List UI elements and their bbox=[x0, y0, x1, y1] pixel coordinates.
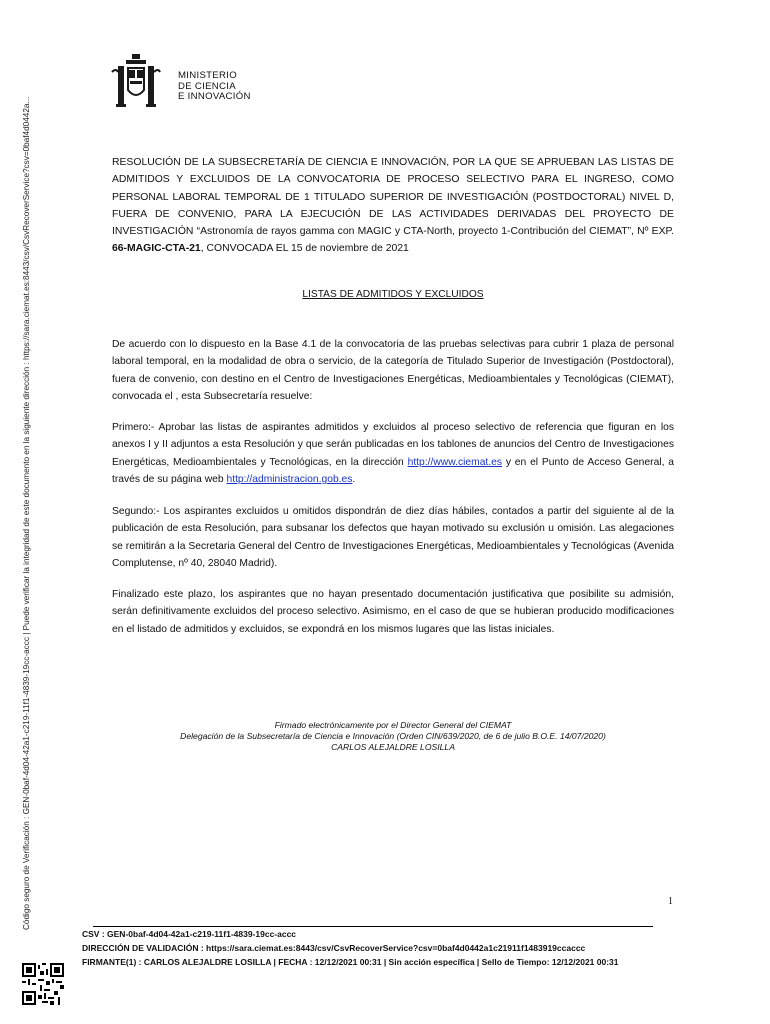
paragraph-intro: De acuerdo con lo dispuesto en la Base 4.1 de la convocatoria de las pruebas selectivas para cubrir 1 plaza de personal laboral temporal, en la modalidad de obra o servicio, de la categoría de Titulado Superior de Investigación (Postdoctoral), fuera de convenio, con destino en el Centro de Investigaciones Energéticas, Medioambientales y Tecnológicas (CIEMAT), convocada el , esta Subsecretaría resuelve: bbox=[112, 339, 674, 402]
ministry-line: E INNOVACIÓN bbox=[178, 91, 251, 102]
resolution-title bbox=[112, 154, 674, 258]
ministry-line: DE CIENCIA bbox=[178, 80, 236, 92]
footer-validation-url: DIRECCIÓN DE VALIDACIÓN : https://sara.ciemat.es:8443/csv/CsvRecoverService?csv=0baf4d0442a1c21911f1483919ccaccc bbox=[82, 943, 586, 953]
footer-csv: CSV : GEN-0baf-4d04-42a1-c219-11f1-4839-19cc-accc bbox=[82, 929, 297, 939]
paragraph-segundo: Segundo:- Los aspirantes excluidos u omitidos dispondrán de diez días hábiles, contados a partir del siguiente al de la publicación de esta Resolución, para subsanar los defectos que hayan motivado su exclusión u omisión. Las alegaciones se remitirán a la Secretaria General del Centro de Investigaciones Energéticas, Medioambientales y Tecnológicas (Avenida Complutense, nº 40, 28040 Madrid). bbox=[112, 506, 674, 569]
title-text: RESOLUCIÓN DE LA SUBSECRETARÍA DE CIENCIA E INNOVACIÓN, POR LA QUE SE APRUEBAN LAS LISTAS DE ADMITIDOS Y EXCLUIDOS DE LA CONVOCATORIA DE PROCESO SELECTIVO PARA EL INGRESO, COMO PERSONAL LABORAL TEMPORAL DE 1 TITULADO SUPERIOR DE INVESTIGACIÓN (POSTDOCTORAL) NIVEL D, FUERA DE CONVENIO, PARA LA EJECUCIÓN DE LAS ACTIVIDADES DERIVADAS DEL PROYECTO DE INVESTIGACIÓN “Astronomía de rayos gamma con MAGIC y CTA-North, proyecto 1-Contribución del CIEMAT”, Nº EXP. bbox=[112, 157, 674, 238]
primero-middle: y en el Punto de Acceso General, a través de su página web bbox=[112, 456, 674, 485]
qr-code-icon bbox=[22, 963, 64, 1005]
signature-line-2: Delegación de la Subsecretaría de Ciencia e Innovación (Orden CIN/639/2020, de 6 de julio B.O.E. 14/07/2020) bbox=[180, 731, 606, 741]
verification-sidebar-text: Código seguro de Verificación : GEN-0baf-4d04-42a1-c219-11f1-4839-19cc-accc | Puede verificar la integridad de este documento en la siguiente dirección : https://sara.ciemat.es:8443/csv/CsvRecoverService?csv=0baf4d0442a... bbox=[22, 96, 31, 930]
paragraph-primero bbox=[112, 419, 674, 488]
ministry-line: MINISTERIO bbox=[178, 70, 237, 81]
signature-line-1: Firmado electrónicamente por el Director General del CIEMAT bbox=[274, 720, 512, 730]
footer-signer: FIRMANTE(1) : CARLOS ALEJALDRE LOSILLA | FECHA : 12/12/2021 00:31 | Sin acción específica | Sello de Tiempo: 12/12/2021 00:31 bbox=[82, 957, 619, 967]
administracion-link[interactable]: http://administracion.gob.es bbox=[226, 473, 353, 485]
signature-block bbox=[112, 720, 674, 753]
primero-end: . bbox=[352, 473, 356, 485]
ciemat-link[interactable]: http://www.ciemat.es bbox=[407, 456, 503, 468]
primero-text: Primero:- Aprobar las listas de aspirantes admitidos y excluidos al proceso selectivo de referencia que figuran en los anexos I y II adjuntos a esta Resolución y que serán publicadas en los tablones de anuncios del Centro de Investigaciones Energéticas, Medioambientales y Tecnológicas, en la dirección bbox=[112, 422, 674, 468]
ministry-name bbox=[178, 71, 251, 103]
section-heading: LISTAS DE ADMITIDOS Y EXCLUIDOS bbox=[302, 289, 484, 300]
title-date: , CONVOCADA EL 15 de noviembre de 2021 bbox=[200, 243, 409, 255]
page-number: 1 bbox=[668, 896, 673, 907]
expedient-code: 66-MAGIC-CTA-21 bbox=[112, 243, 201, 255]
signer-name: CARLOS ALEJALDRE LOSILLA bbox=[331, 742, 455, 752]
footer-divider bbox=[93, 926, 653, 927]
paragraph-finalizado: Finalizado este plazo, los aspirantes que no hayan presentado documentación justificativa que posibilite su admisión, serán definitivamente excluidos del proceso selectivo. Asimismo, en el caso de que se hubieran producido modificaciones en el listado de admitidos y excluidos, se expondrá en los mismos lugares que las listas iniciales. bbox=[112, 589, 674, 635]
